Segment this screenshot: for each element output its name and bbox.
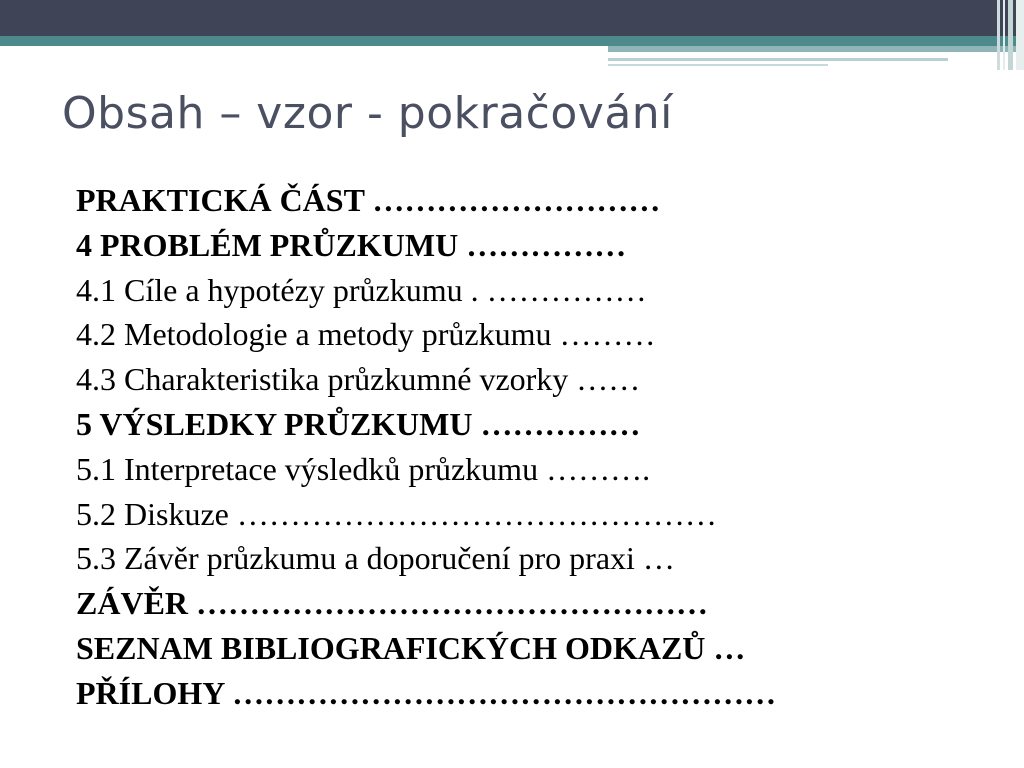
toc-item: PRAKTICKÁ ČÁST ……………………… bbox=[76, 182, 661, 218]
header-accent-line bbox=[608, 58, 948, 61]
toc-item: 5.3 Závěr průzkumu a doporučení pro praxi … bbox=[76, 540, 675, 577]
edge-stripe bbox=[1003, 0, 1005, 70]
toc-item: 5.2 Diskuze ……………………………………… bbox=[76, 495, 717, 532]
header-accent-band bbox=[0, 36, 1024, 46]
toc-item: PŘÍLOHY …………………………………………… bbox=[76, 674, 777, 711]
toc-item: 4 PROBLÉM PRŮZKUMU …………… bbox=[76, 226, 627, 263]
slide-title: Obsah – vzor - pokračování bbox=[62, 88, 673, 139]
toc-item: 4.1 Cíle a hypotézy průzkumu . …………… bbox=[76, 271, 647, 308]
header-accent-line bbox=[608, 46, 1024, 52]
toc-item: 4.2 Metodologie a metody průzkumu ……… bbox=[76, 316, 656, 353]
toc-item: 4.3 Charakteristika průzkumné vzorky …… bbox=[76, 361, 641, 398]
toc-item: 5 VÝSLEDKY PRŮZKUMU …………… bbox=[76, 405, 641, 442]
toc-item: SEZNAM BIBLIOGRAFICKÝCH ODKAZŮ … bbox=[76, 629, 746, 666]
edge-stripes bbox=[990, 0, 1024, 70]
toc-item: 5.1 Interpretace výsledků průzkumu ………. bbox=[76, 450, 651, 487]
table-of-contents bbox=[76, 178, 976, 716]
edge-stripe bbox=[1008, 0, 1013, 70]
header-accent-line bbox=[608, 64, 828, 66]
toc-item: ZÁVĚR ………………………………………… bbox=[76, 585, 709, 622]
edge-stripe bbox=[997, 0, 1000, 70]
edge-stripe bbox=[1016, 0, 1024, 70]
header-bar bbox=[0, 0, 1024, 36]
